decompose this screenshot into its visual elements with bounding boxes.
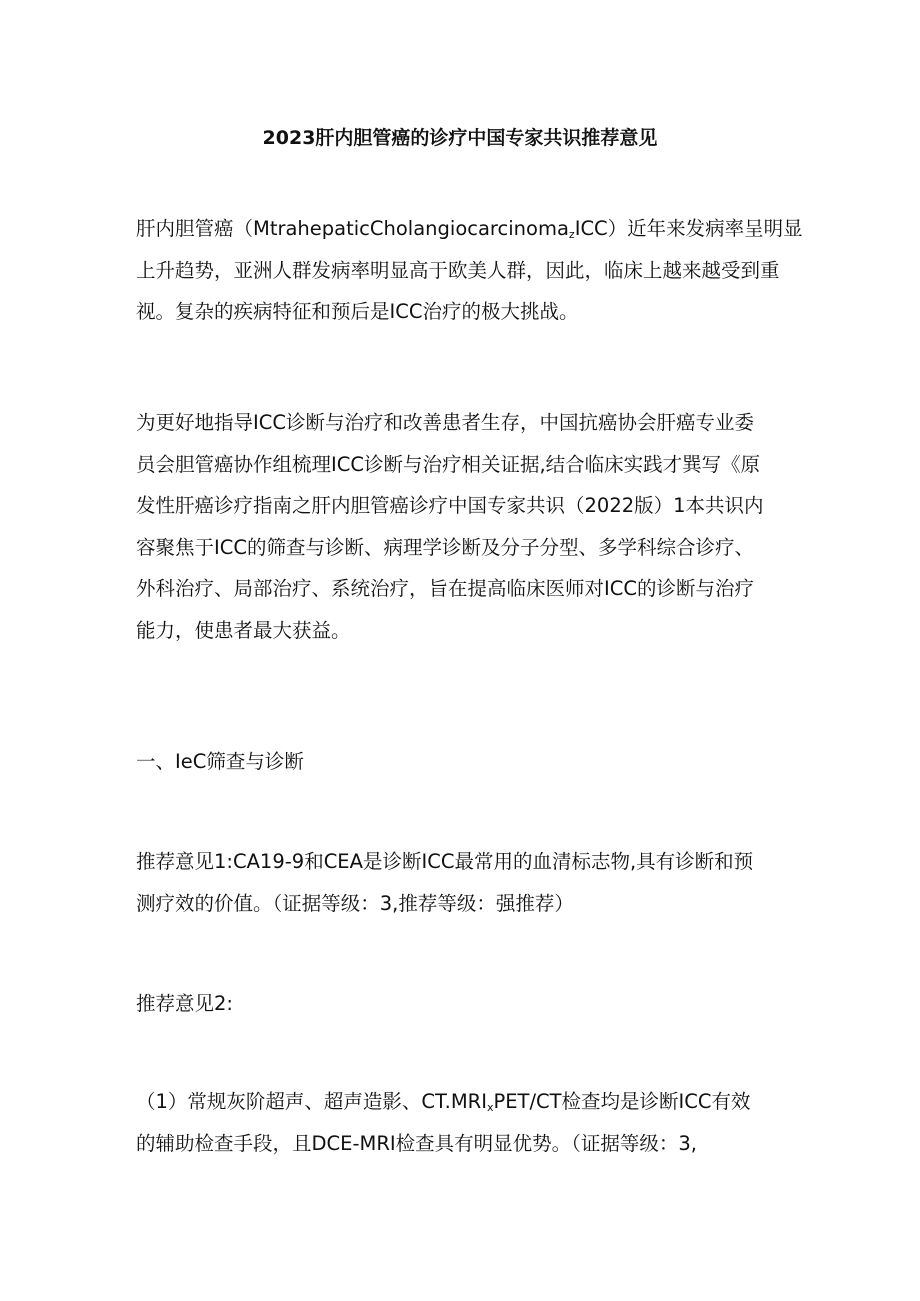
- document-title: 2023肝内胆管癌的诊疗中国专家共识推荐意见: [262, 127, 658, 149]
- intro-line-2: 上升趋势，亚洲人群发病率明显高于欧美人群，因此，临床上越来越受到重: [136, 258, 780, 282]
- recommendation-1-line-2: 测疗效的价值。（证据等级：3,推荐等级：强推荐）: [136, 891, 574, 915]
- intro-line-3: 视。复杂的疾病特征和预后是ICC治疗的极大挑战。: [136, 300, 579, 323]
- intro-paragraph: [136, 208, 803, 333]
- recommendation-2-heading: 推荐意见2:: [136, 992, 233, 1015]
- section-heading: 一、IeC筛查与诊断: [136, 750, 304, 773]
- subscript-mark: z: [568, 228, 575, 241]
- intro-line-1: 肝内胆管癌（MtrahepaticCholangiocarcinoma$_z$ICC）近年来发病率呈明显: [136, 217, 803, 241]
- subscript-mark: x: [486, 1101, 494, 1114]
- recommendation-2-item-1-line-1: （1）常规灰阶超声、超声造影、$CT.MRI_xPET/CT$检查均是诊断ICC有效: [136, 1090, 751, 1114]
- background-line-2: 员会胆管癌协作组梳理ICC诊断与治疗相关证据,结合临床实践才巽写《原: [136, 452, 761, 476]
- recommendation-2-item-1-line-2: 的辅助检查手段，且DCE-MRI检查具有明显优势。（证据等级：3,: [136, 1131, 697, 1155]
- recommendation-2-item-1: [136, 1081, 791, 1164]
- recommendation-1: [136, 841, 791, 924]
- recommendation-1-line-1: 推荐意见1:CA19-9和CEA是诊断ICC最常用的血清标志物,具有诊断和预: [136, 850, 754, 873]
- background-line-1: 为更好地指导ICC诊断与治疗和改善患者生存，中国抗癌协会肝癌专业委: [136, 411, 754, 434]
- background-line-6: 能力，使患者最大获益。: [136, 618, 351, 642]
- background-line-3: 发性肝癌诊疗指南之肝内胆管癌诊疗中国专家共识（2022版）1本共识内: [136, 494, 764, 517]
- background-line-5: 外科治疗、局部治疗、系统治疗，旨在提高临床医师对ICC的诊断与治疗: [136, 577, 754, 600]
- background-paragraph: [136, 402, 791, 651]
- background-line-4: 容聚焦于ICC的筛查与诊断、病理学诊断及分子分型、多学科综合诊疗、: [136, 535, 754, 559]
